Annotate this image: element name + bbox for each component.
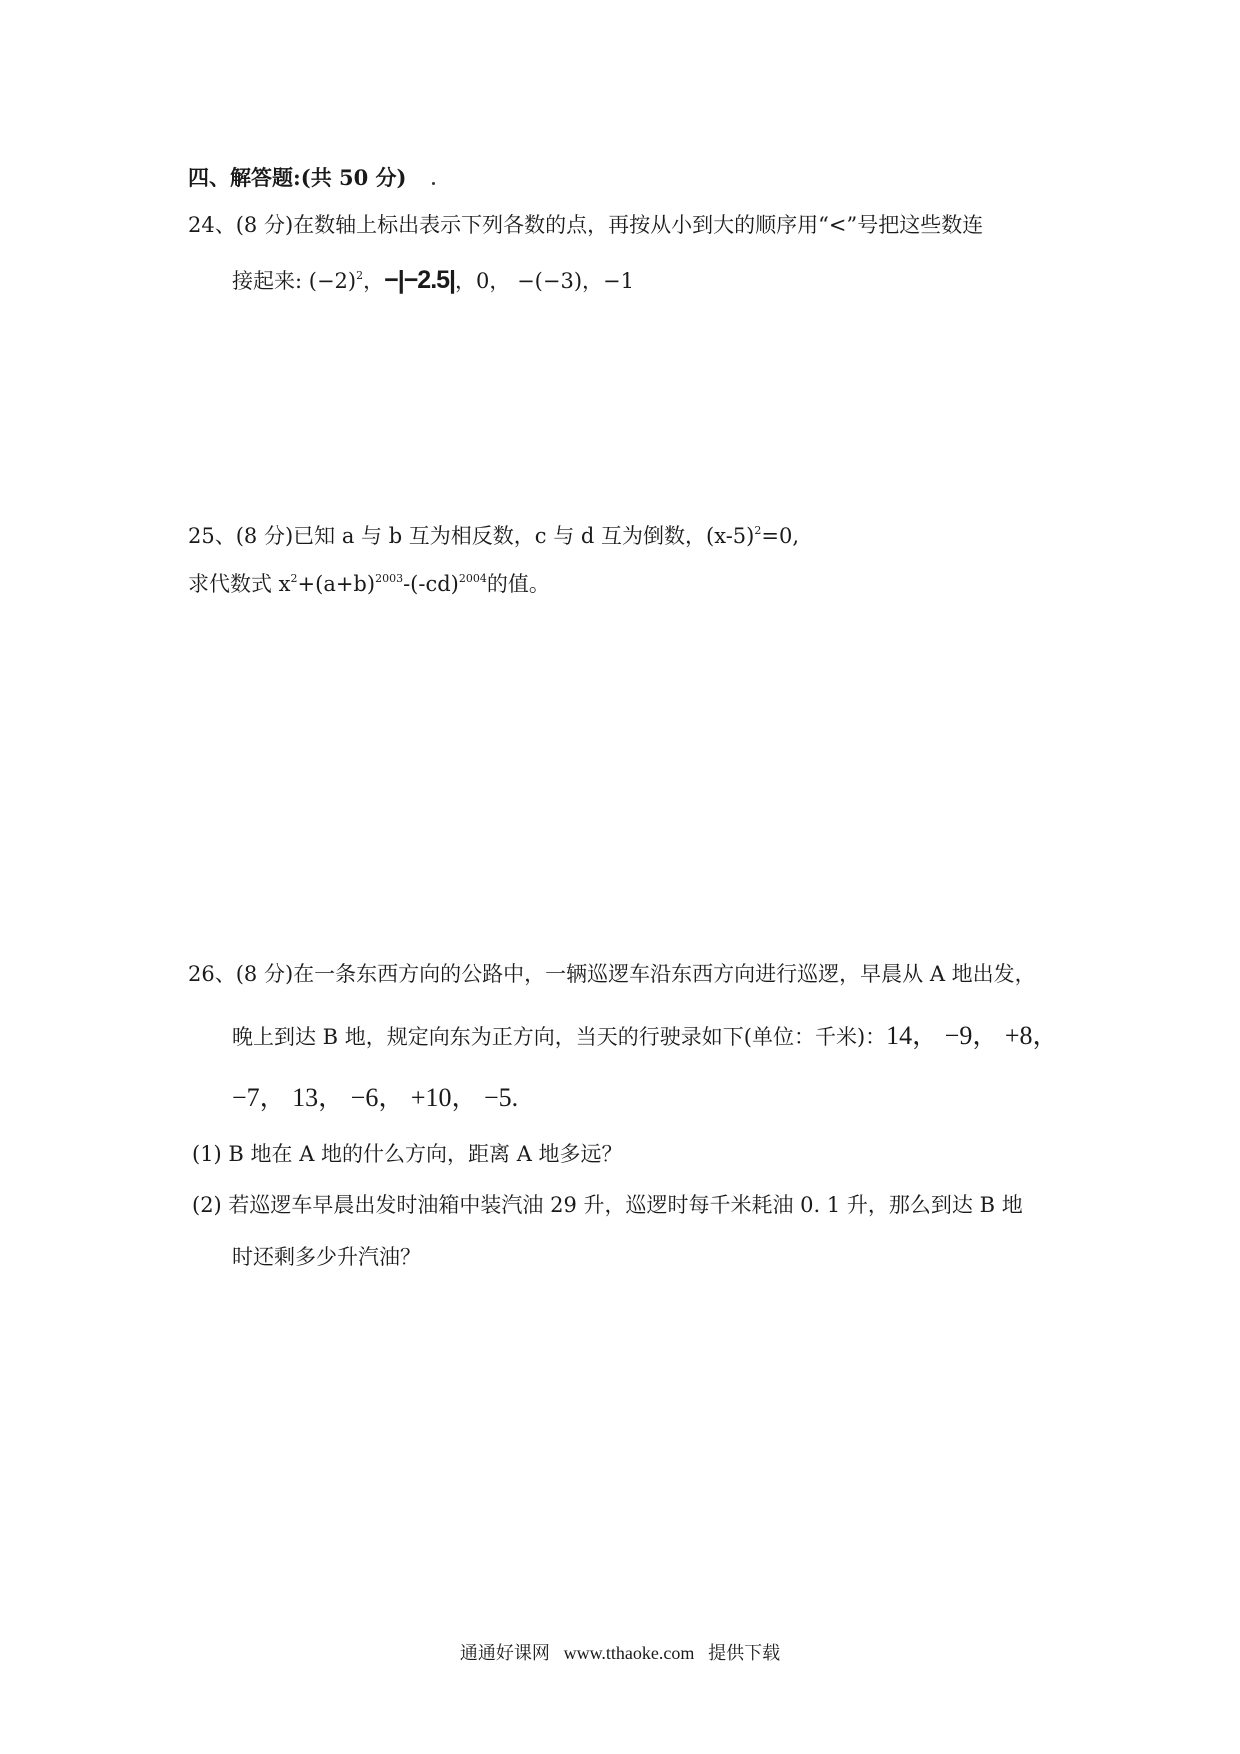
- footer-site-name: 通通好课网: [459, 1643, 550, 1664]
- q25-line1: [188, 522, 799, 554]
- q25-line2-d: 的值。: [486, 572, 550, 596]
- stray-dot: [432, 182, 435, 185]
- q26-line2-values: 14， −9， +8，: [886, 1021, 1059, 1050]
- q24-line1: 24、(8 分)在数轴上标出表示下列各数的点，再按从小到大的顺序用“<”号把这些数连: [188, 213, 984, 237]
- q25-line1-b: =0,: [761, 524, 799, 548]
- q26-line1: 26、(8 分)在一条东西方向的公路中，一辆巡逻车沿东西方向进行巡逻，早晨从 A 地出发，: [188, 962, 1036, 986]
- q25-line2-sup1: 2: [290, 572, 298, 585]
- q24-rest: ，0， −(−3)，−1: [455, 269, 634, 293]
- q24-abs-expression: −|−2.5|: [384, 266, 456, 294]
- q25-line2-sup3: 2004: [458, 572, 487, 585]
- page-footer: [0, 1641, 1240, 1666]
- q26-line3-values: −7， 13， −6， +10， −5.: [232, 1083, 519, 1112]
- q25-line1-sup: 2: [754, 524, 762, 537]
- q25-line2: [188, 570, 550, 602]
- q24-line2: [232, 266, 634, 299]
- section-title: 四、解答题:(共 50 分): [188, 165, 407, 190]
- q24-comma: ，: [363, 269, 385, 293]
- q24-sup: 2: [356, 269, 364, 282]
- q26-line3: [232, 1084, 518, 1113]
- q26-sub1: (1) B 地在 A 地的什么方向，距离 A 地多远？: [192, 1142, 623, 1166]
- q26-line2: [232, 1022, 1059, 1051]
- q24-prefix: 接起来: (−2): [232, 269, 357, 293]
- footer-suffix: 提供下载: [708, 1643, 781, 1664]
- q25-line2-c: -(-cd): [403, 572, 459, 596]
- footer-url[interactable]: www.tthaoke.com: [563, 1643, 695, 1663]
- q26-sub2-line2: 时还剩多少升汽油？: [232, 1245, 421, 1269]
- q25-line1-a: 25、(8 分)已知 a 与 b 互为相反数，c 与 d 互为倒数，(x-5): [188, 524, 755, 548]
- q26-line2-text: 晚上到达 B 地，规定向东为正方向，当天的行驶录如下(单位：千米)：: [232, 1025, 887, 1049]
- q25-line2-a: 求代数式 x: [188, 572, 291, 596]
- q25-line2-b: +(a+b): [297, 572, 376, 596]
- q25-line2-sup2: 2003: [375, 572, 404, 585]
- q26-sub2-line1: (2) 若巡逻车早晨出发时油箱中装汽油 29 升，巡逻时每千米耗油 0. 1 升，那么到达 B 地: [192, 1193, 1023, 1217]
